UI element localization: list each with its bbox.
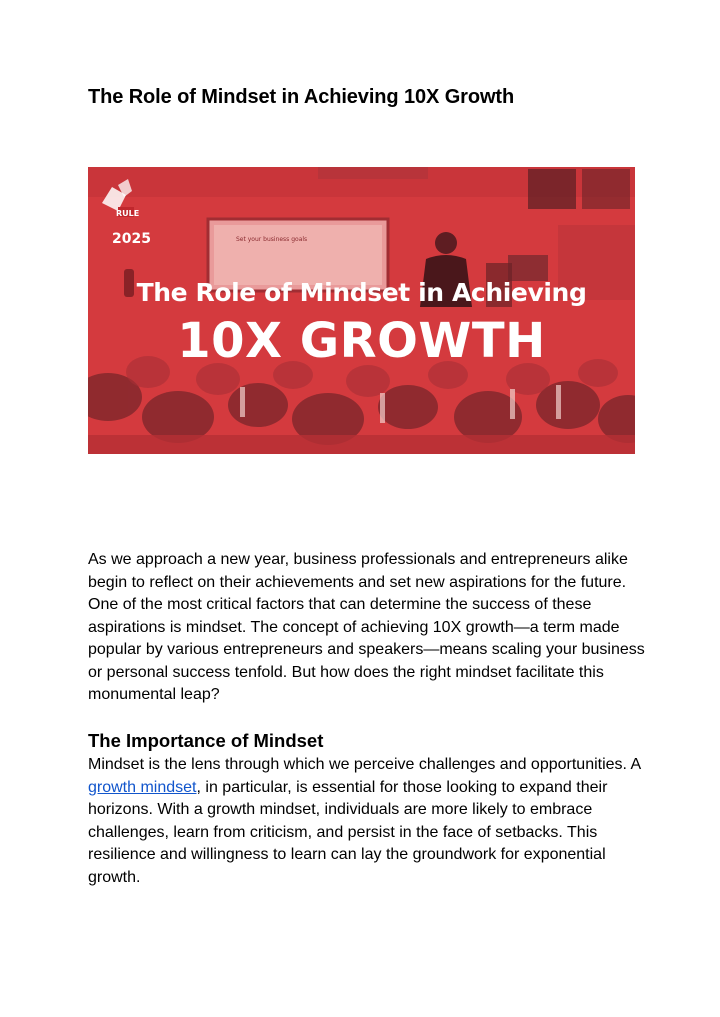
hero-headline-line1: The Role of Mindset in Achieving xyxy=(136,278,587,307)
logo-rule-text: RULE xyxy=(116,209,140,218)
document-title: The Role of Mindset in Achieving 10X Growth xyxy=(88,86,515,108)
intro-paragraph: As we approach a new year, business professionals and entrepreneurs alike begin to reflect on their achievements and set new aspirations for the future. One of the most critical factors that can determine the success of these aspirations is mindset. The concept of achieving 10X growth—a term made popular by various entrepreneurs and speakers—means scaling your business or personal success tenfold. But how does the right mindset facilitate this monumental leap? xyxy=(88,551,645,703)
section-heading: The Importance of Mindset xyxy=(88,730,324,751)
hero-headline-line2: 10X GROWTH xyxy=(177,313,546,369)
section-text-before-link: Mindset is the lens through which we perceive challenges and opportunities. A xyxy=(88,756,641,773)
hero-image xyxy=(88,167,635,454)
section-text-after-link: , in particular, is essential for those looking to expand their horizons. With a growth mindset, individuals are more likely to embrace challenges, learn from criticism, and persist in the face of setbacks. This resilience and willingness to learn can lay the groundwork for exponential growth. xyxy=(88,778,608,886)
hero-background xyxy=(88,167,635,454)
screen-caption: Set your business goals xyxy=(236,236,308,243)
logo-year-text: 2025 xyxy=(112,231,151,247)
section-paragraph xyxy=(88,754,648,889)
growth-mindset-link[interactable]: growth mindset xyxy=(88,778,197,796)
